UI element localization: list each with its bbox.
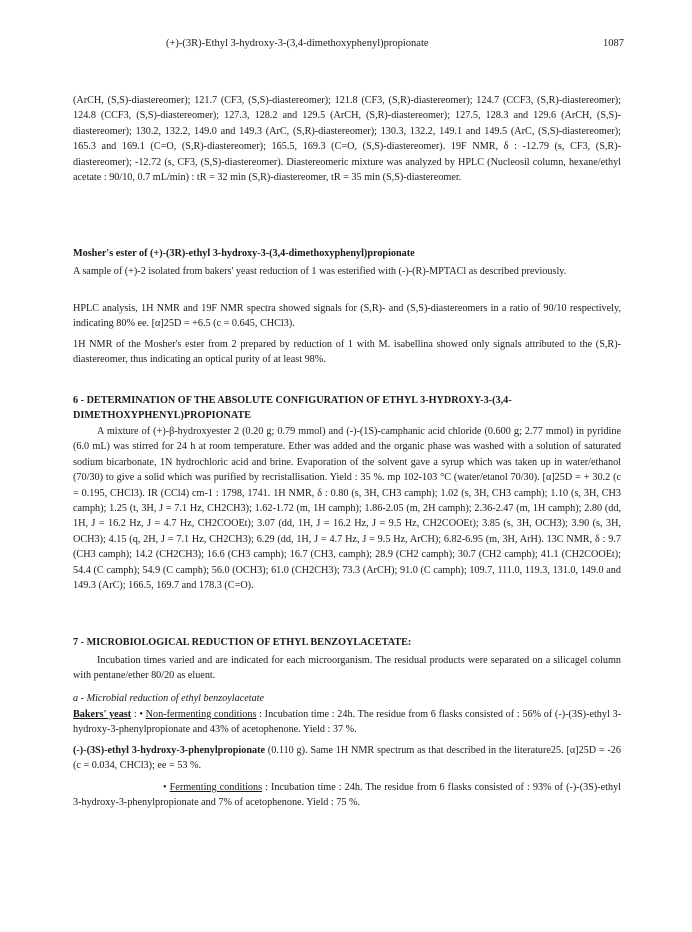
section-7-heading: 7 - MICROBIOLOGICAL REDUCTION OF ETHYL BENZOYLACETATE: xyxy=(73,637,412,648)
product-paragraph xyxy=(73,743,621,774)
mosher-sample-paragraph: A sample of (+)-2 isolated from bakers' yeast reduction of 1 was esterified with (-)-(R)-MPTACl as described previously. xyxy=(73,266,567,277)
section-6-heading-line2: DIMETHOXYPHENYL)PROPIONATE xyxy=(73,410,252,422)
fermenting-paragraph: • Fermenting conditions : Incubation time : 24h. The residue from 6 flasks consisted of : 93% of (-)-(3S)-ethyl 3-hydroxy-3-phenylpropionate and 7% of acetophenone. Yield : 75 %. xyxy=(73,782,621,809)
running-title: (+)-(3R)-Ethyl 3-hydroxy-3-(3,4-dimethoxyphenyl)propionate xyxy=(166,38,429,49)
page-number: 1087 xyxy=(603,38,624,49)
section-6-heading-line1: 6 - DETERMINATION OF THE ABSOLUTE CONFIGURATION OF ETHYL 3-HYDROXY-3-(3,4- xyxy=(73,395,512,406)
bakers-yeast-label: Bakers' yeast xyxy=(73,709,132,720)
mosher-ester-heading: Mosher's ester of (+)-(3R)-ethyl 3-hydroxy-3-(3,4-dimethoxyphenyl)propionate xyxy=(73,248,415,259)
nmr-data-paragraph: (ArCH, (S,S)-diastereomer); 121.7 (CF3, (S,S)-diastereomer); 121.8 (CF3, (S,R)-diastereomer); 124.7 (CCF3, (S,R)-diastereomer); 124.8 (CCF3, (S,S)-diastereomer); 127.3, 128.2 and 129.5 (ArCH, (S,R)-diastereomer); 127.5, 128.3 and 129.6 (ArCH, (S,S)-diastereomer); 130.2, 132.2, 149.0 and 149.3 (ArC, (S,R)-diastereomer); 130.3, 132.2, 149.1 and 149.5 (ArC, (S,S)-diastereomer); 165.3 and 169.1 (C=O, (S,R)-diastereomer); 165.5, 169.3 (C=O, (S,S)-diastereomer). 19F NMR, δ : -12.79 (s, CF3, (S,R)-diastereomer); -12.72 (s, CF3, (S,S)-diastereomer). Diastereomeric mixture was analyzed by HPLC (Nucleosil column, hexane/ethyl acetate : 90/10, 0.7 mL/min) : tR = 32 min (S,R)-diastereomer, tR = 35 min (S,S)-diastereomer. xyxy=(73,95,621,184)
product-name: (-)-(3S)-ethyl 3-hydroxy-3-phenylpropionate xyxy=(73,745,266,756)
camphanate-procedure-paragraph: A mixture of (+)-β-hydroxyester 2 (0.20 g; 0.79 mmol) and (-)-(1S)-camphanic acid chloride (0.600 g; 2.77 mmol) in pyridine (6.0 mL) was stirred for 24 h at room temperature. Ether was added and the organic phase was washed with a solution of saturated sodium bicarbonate, 1N hydrochloric acid and brine. Evaporation of the solvent gave a syrup which was taken up in water/ethanol (70/30) to give a solid which was purified by recristallisation. Yield : 35 %. mp 102-103 °C (water/etanol 70/30). [α]25D = + 30.2 (c = 0.195, CHCl3). IR (CCl4) cm-1 : 1798, 1741. 1H NMR, δ : 0.80 (s, 3H, CH3 camph); 1.02 (s, 3H, CH3 camph); 1.10 (s, 3H, CH3 camph); 1.25 (t, 3H, J = 7.1 Hz, CH2CH3); 1.62-1.72 (m, 1H camph); 1.86-2.05 (m, 2H camph); 2.36-2.47 (m, 1H camph); 2.80 (dd, 1H, J = 16.2 Hz, J = 4.7 Hz, CH2COOEt); 3.07 (dd, 1H, J = 16.2 Hz, J = 9.5 Hz, CH2COOEt); 3.85 (s, 3H, OCH3); 3.90 (s, 3H, OCH3); 4.15 (q, 2H, J = 7.1 Hz, CH2CH3); 6.29 (dd, 1H, J = 4.7 Hz, J = 9.5 Hz, ArCH); 6.82-6.95 (m, 3H, ArH). 13C NMR, δ : 9.7 (CH3 camph); 14.2 (CH2CH3); 16.6 (CH3 camph); 16.7 (CH3, camph); 28.9 (CH2 camph); 30.7 (CH2 camph); 41.1 (CH2COOEt); 54.4 (C camph); 54.9 (C camph); 56.0 (OCH3); 61.0 (CH2CH3); 73.3 (ArCH); 91.0 (C camph); 109.7, 111.0, 119.3, 131.0, 149.0 and 149.3 (ArC); 166.5, 169.7 and 178.3 (C=O). xyxy=(73,426,621,592)
product-text: (0.110 g). Same 1H NMR spectrum as that described in the literature25. [α]25D = -26 (c = 0.034, CHCl3); ee = 53 %. xyxy=(73,745,621,772)
section-6-heading xyxy=(73,393,621,424)
running-header xyxy=(72,38,624,54)
isabellina-paragraph: 1H NMR of the Mosher's ester from 2 prepared by reduction of 1 with M. isabellina showed only signals attributed to the (S,R)-diastereomer, thus indicating an optical purity of at least 98%. xyxy=(73,339,621,366)
incubation-paragraph: Incubation times varied and are indicated for each microorganism. The residual products were separated on a silicagel column with pentane/ether 80/20 as eluent. xyxy=(73,655,621,682)
bakers-yeast-paragraph: Bakers' yeast : • Non-fermenting conditions : Incubation time : 24h. The residue from 6 flasks consisted of : 56% of (-)-(3S)-ethyl 3-hydroxy-3-phenylpropionate and 43% of acetophenone. Yield : 37 %. xyxy=(73,709,621,736)
fermenting-label: Fermenting conditions xyxy=(169,782,263,793)
hplc-analysis-paragraph: HPLC analysis, 1H NMR and 19F NMR spectra showed signals for (S,R)- and (S,S)-diastereomers in a ratio of 90/10 respectively, indicating 80% ee. [α]25D = +6.5 (c = 0.645, CHCl3). xyxy=(73,303,621,330)
fermenting-text: : Incubation time : 24h. The residue from 6 flasks consisted of : 93% of (-)-(3S)-ethyl 3-hydroxy-3-phenylpropionate and 7% of acetophenone. Yield : 75 %. xyxy=(73,782,621,809)
subsection-a-heading: a - Microbial reduction of ethyl benzoylacetate xyxy=(73,693,265,704)
non-fermenting-label: Non-fermenting conditions xyxy=(145,709,257,720)
non-fermenting-text: : Incubation time : 24h. The residue from 6 flasks consisted of : 56% of (-)-(3S)-ethyl 3-hydroxy-3-phenylpropionate and 43% of acetophenone. Yield : 37 %. xyxy=(73,709,621,736)
